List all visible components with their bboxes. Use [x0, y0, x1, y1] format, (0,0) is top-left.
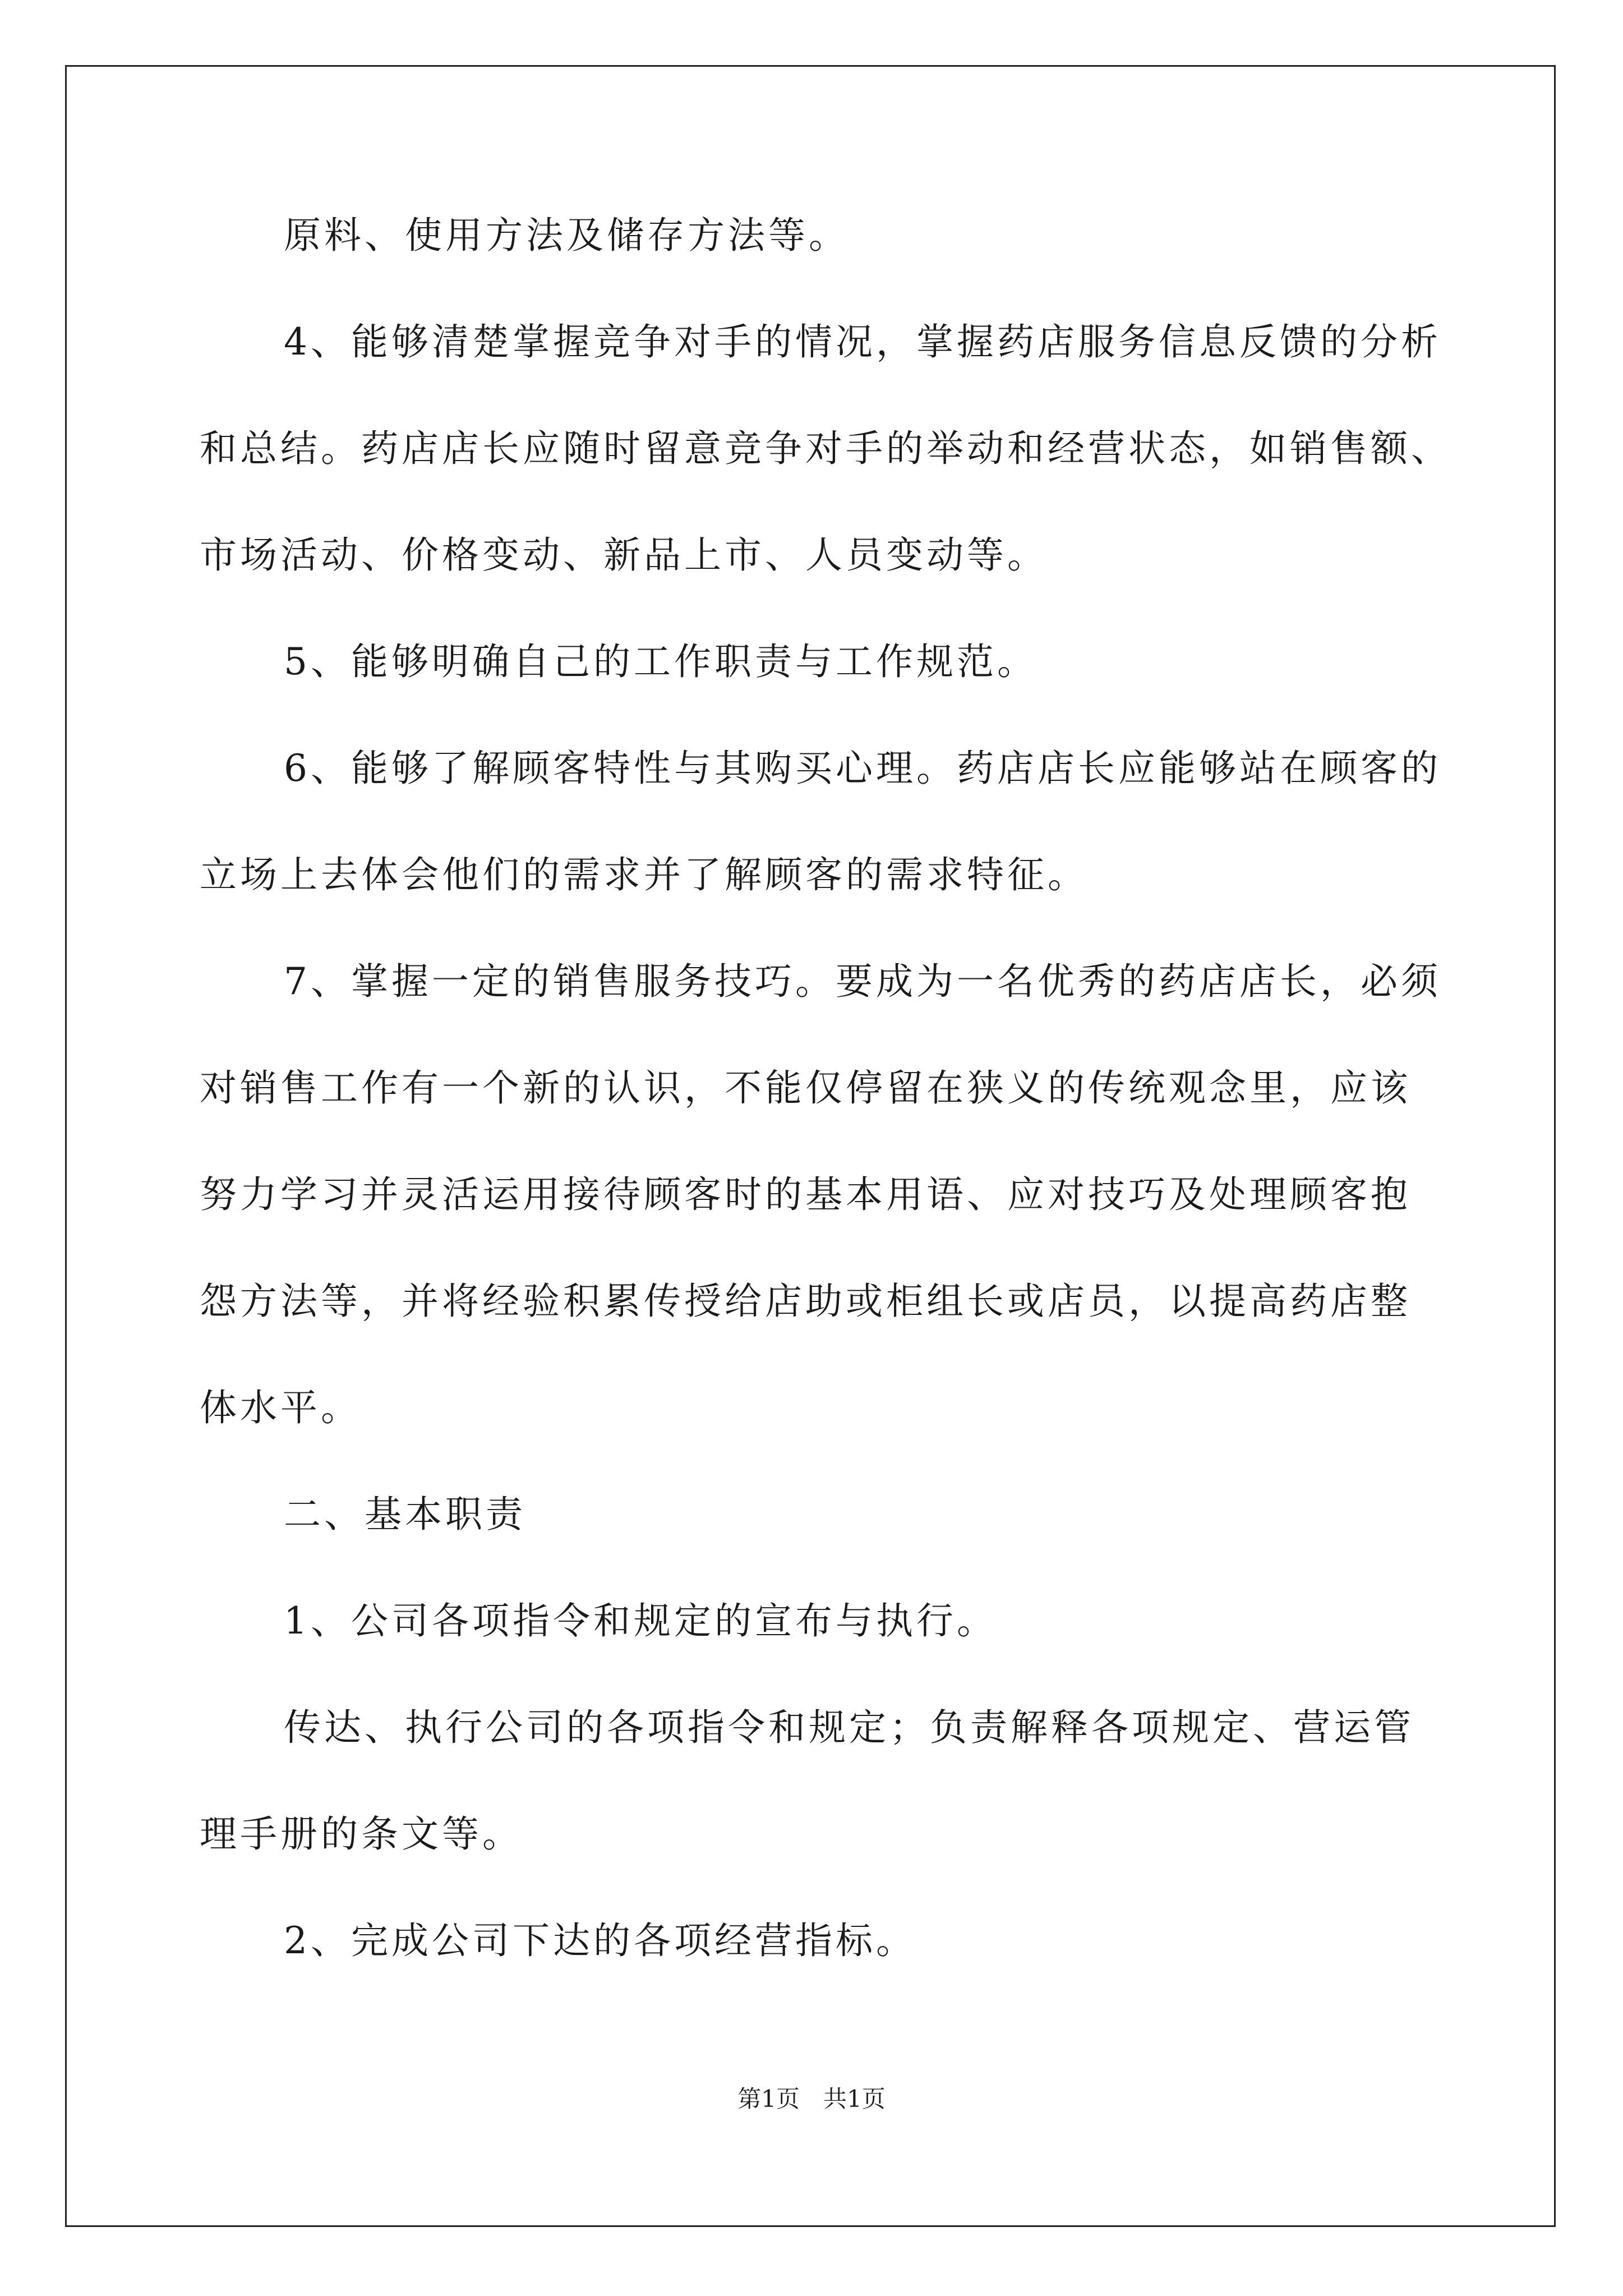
text-line: 和总结。药店店长应随时留意竞争对手的举动和经营状态，如销售额、 — [200, 427, 1451, 470]
text-line: 怨方法等，并将经验积累传授给店助或柜组长或店员，以提高药店整 — [200, 1280, 1411, 1323]
text-line: 原料、使用方法及储存方法等。 — [284, 214, 849, 257]
text-line: 4、能够清楚掌握竞争对手的情况，掌握药店服务信息反馈的分析 — [284, 320, 1441, 364]
page-number-footer: 第1页 共1页 — [737, 2085, 886, 2113]
text-line: 努力学习并灵活运用接待顾客时的基本用语、应对技巧及处理顾客抱 — [200, 1173, 1411, 1216]
section-heading: 二、基本职责 — [284, 1493, 526, 1536]
text-line: 传达、执行公司的各项指令和规定；负责解释各项规定、营运管 — [284, 1706, 1414, 1749]
page-border — [65, 65, 1556, 2227]
text-line: 7、掌握一定的销售服务技巧。要成为一名优秀的药店店长，必须 — [284, 960, 1441, 1003]
text-line: 6、能够了解顾客特性与其购买心理。药店店长应能够站在顾客的 — [284, 747, 1441, 790]
text-line: 2、完成公司下达的各项经营指标。 — [284, 1919, 916, 1962]
text-line: 立场上去体会他们的需求并了解顾客的需求特征。 — [200, 853, 1088, 896]
text-line: 对销售工作有一个新的认识，不能仅停留在狭义的传统观念里，应该 — [200, 1066, 1411, 1110]
text-line: 体水平。 — [200, 1386, 361, 1429]
text-line: 理手册的条文等。 — [200, 1812, 523, 1856]
text-line: 市场活动、价格变动、新品上市、人员变动等。 — [200, 533, 1048, 577]
text-line: 1、公司各项指令和规定的宣布与执行。 — [284, 1599, 997, 1642]
text-line: 5、能够明确自己的工作职责与工作规范。 — [284, 640, 1038, 683]
